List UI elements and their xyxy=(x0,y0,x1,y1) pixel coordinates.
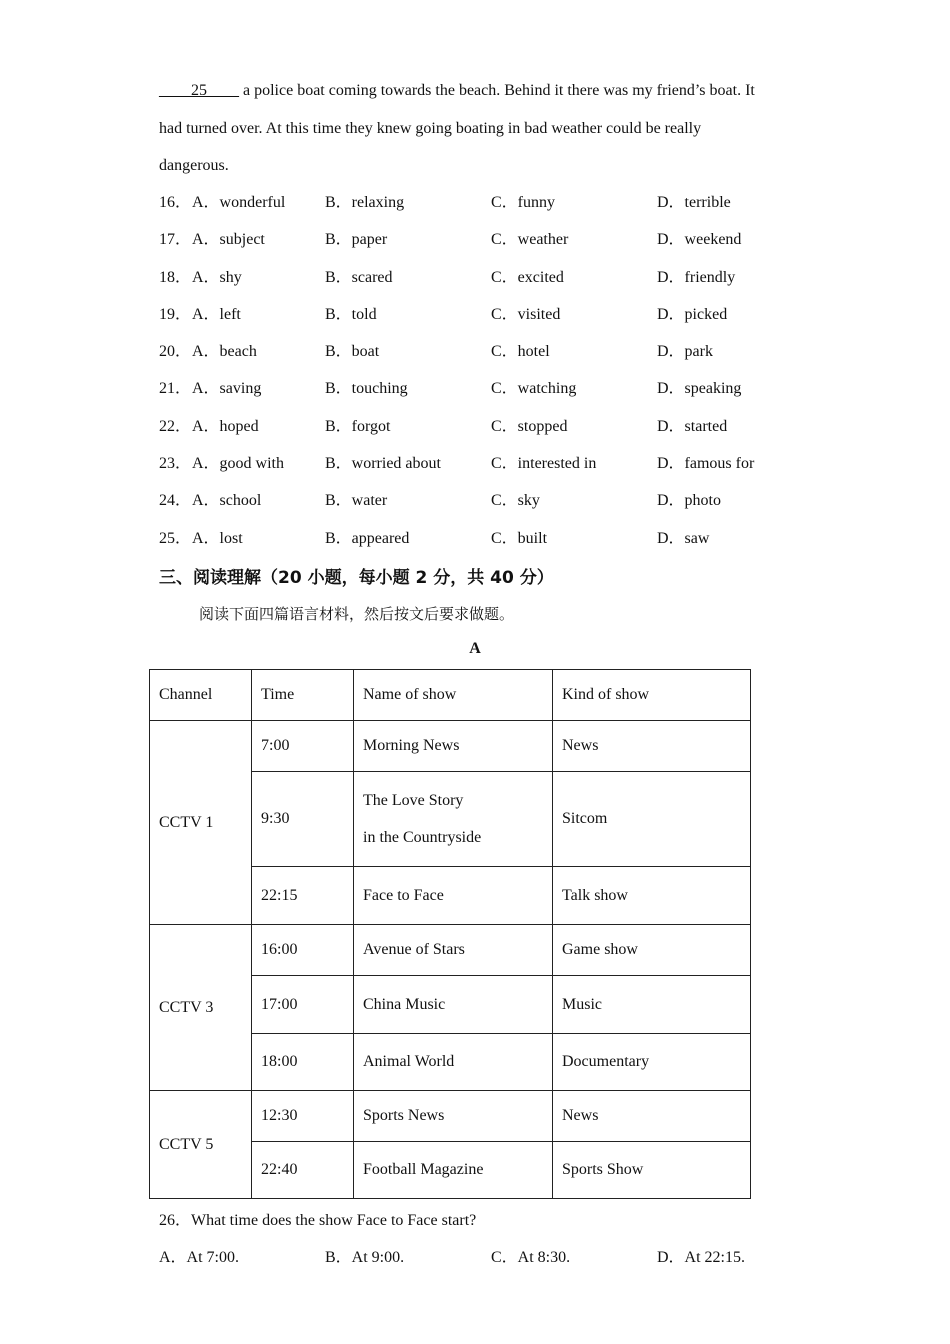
option-d: D．picked xyxy=(657,305,728,323)
option-c: C．interested in xyxy=(491,455,597,473)
question-26-options xyxy=(159,1244,799,1266)
show-name-line-2: in the Countryside xyxy=(363,829,482,846)
table-row xyxy=(150,1091,751,1142)
question-number: 20． xyxy=(159,343,192,361)
option-b: B．appeared xyxy=(325,529,410,547)
question-26-text: 26．What time does the show Face to Face start? xyxy=(159,1212,477,1229)
option-a: A．school xyxy=(192,492,262,510)
option-c: C．stopped xyxy=(491,417,568,435)
question-26-option-a: A．At 7:00. xyxy=(159,1249,240,1266)
option-a: A．good with xyxy=(192,455,285,473)
option-c: C．built xyxy=(491,529,548,547)
time-cell: 17:00 xyxy=(252,976,354,1034)
option-d: D．saw xyxy=(657,529,710,547)
show-kind-cell: Sitcom xyxy=(553,772,751,867)
option-b: B．paper xyxy=(325,231,388,249)
passage-line-1 xyxy=(159,72,799,110)
show-name-cell: Animal World xyxy=(354,1034,553,1091)
option-b: B．told xyxy=(325,305,377,323)
question-number: 25． xyxy=(159,529,192,547)
passage-label: A xyxy=(469,640,481,657)
option-d: D．park xyxy=(657,343,713,361)
question-number: 17． xyxy=(159,231,192,249)
question-number: 24． xyxy=(159,492,192,510)
question-number: 16． xyxy=(159,194,192,211)
option-d: D．weekend xyxy=(657,231,742,249)
option-b: B．worried about xyxy=(325,455,441,473)
cloze-options xyxy=(159,184,799,557)
show-name-cell: Sports News xyxy=(354,1091,553,1142)
show-kind-cell: Documentary xyxy=(553,1034,751,1091)
show-name-cell: China Music xyxy=(354,976,553,1034)
section-instructions: 阅读下面四篇语言材料，然后按文后要求做题。 xyxy=(199,605,515,623)
option-a: A．lost xyxy=(192,529,243,547)
option-row-24 xyxy=(159,482,799,519)
passage-paragraph xyxy=(159,72,799,185)
time-cell: 9:30 xyxy=(252,772,354,867)
channel-cell: CCTV 3 xyxy=(150,925,252,1091)
time-cell: 18:00 xyxy=(252,1034,354,1091)
option-a: A．saving xyxy=(192,380,262,398)
header-name: Name of show xyxy=(354,670,553,721)
option-c: C．funny xyxy=(491,194,556,211)
question-number: 21． xyxy=(159,380,192,398)
option-a: A．beach xyxy=(192,343,257,361)
option-row-17 xyxy=(159,221,799,258)
option-b: B．scared xyxy=(325,268,393,286)
option-d: D．photo xyxy=(657,492,722,510)
show-kind-cell: Music xyxy=(553,976,751,1034)
option-a: A．shy xyxy=(192,268,242,286)
option-b: B．touching xyxy=(325,380,408,398)
passage-line-2: had turned over. At this time they knew going boating in bad weather could be really xyxy=(159,119,702,137)
passage-line-3: dangerous. xyxy=(159,157,229,174)
passage-line-1-text: a police boat coming towards the beach. Behind it there was my friend’s boat. It xyxy=(239,82,755,99)
show-kind-cell: Talk show xyxy=(553,867,751,925)
tv-schedule-table xyxy=(149,669,751,1199)
time-cell: 7:00 xyxy=(252,721,354,772)
show-name-cell: Avenue of Stars xyxy=(354,925,553,976)
question-26-option-c: C．At 8:30. xyxy=(491,1249,571,1266)
time-cell: 12:30 xyxy=(252,1091,354,1142)
option-row-22 xyxy=(159,408,799,445)
channel-cell: CCTV 1 xyxy=(150,721,252,925)
option-c: C．visited xyxy=(491,305,561,323)
option-d: D．speaking xyxy=(657,380,742,398)
option-c: C．sky xyxy=(491,492,540,510)
option-c: C．weather xyxy=(491,231,569,249)
question-26-option-d: D．At 22:15. xyxy=(657,1249,746,1266)
option-row-18 xyxy=(159,259,799,296)
time-cell: 22:15 xyxy=(252,867,354,925)
option-row-20 xyxy=(159,333,799,370)
option-row-25 xyxy=(159,520,799,557)
option-row-23 xyxy=(159,445,799,482)
question-number: 18． xyxy=(159,268,192,286)
show-name-line-1: The Love Story xyxy=(363,791,464,809)
option-d: D．famous for xyxy=(657,455,755,473)
show-name-cell: Football Magazine xyxy=(354,1142,553,1199)
show-name-cell: Face to Face xyxy=(354,867,553,925)
option-b: B．water xyxy=(325,492,388,510)
question-number: 23． xyxy=(159,455,192,473)
table-header-row xyxy=(150,670,751,721)
question-number: 19． xyxy=(159,305,192,323)
option-c: C．hotel xyxy=(491,343,550,361)
option-a: A．subject xyxy=(192,231,265,249)
show-kind-cell: News xyxy=(553,721,751,772)
table-row xyxy=(150,925,751,976)
option-row-16 xyxy=(159,184,799,221)
option-d: D．friendly xyxy=(657,268,736,286)
option-a: A．wonderful xyxy=(192,194,286,211)
channel-cell: CCTV 5 xyxy=(150,1091,252,1199)
option-row-19 xyxy=(159,296,799,333)
time-cell: 22:40 xyxy=(252,1142,354,1199)
option-b: B．relaxing xyxy=(325,194,405,211)
show-kind-cell: News xyxy=(553,1091,751,1142)
show-kind-cell: Sports Show xyxy=(553,1142,751,1199)
header-kind: Kind of show xyxy=(553,670,751,721)
option-a: A．left xyxy=(192,305,241,323)
section-title: 三、阅读理解（20 小题，每小题 2 分，共 40 分） xyxy=(159,568,554,588)
option-d: D．started xyxy=(657,417,728,435)
option-b: B．forgot xyxy=(325,417,391,435)
time-cell: 16:00 xyxy=(252,925,354,976)
table-row xyxy=(150,721,751,772)
header-channel: Channel xyxy=(150,670,252,721)
option-d: D．terrible xyxy=(657,194,731,211)
option-b: B．boat xyxy=(325,343,380,361)
show-kind-cell: Game show xyxy=(553,925,751,976)
blank-25: ____25____ xyxy=(159,82,239,99)
option-c: C．watching xyxy=(491,380,577,398)
question-number: 22． xyxy=(159,417,192,435)
header-time: Time xyxy=(252,670,354,721)
option-c: C．excited xyxy=(491,268,564,286)
show-name-cell xyxy=(354,772,553,867)
show-name-cell: Morning News xyxy=(354,721,553,772)
question-26-option-b: B．At 9:00. xyxy=(325,1249,405,1266)
option-row-21 xyxy=(159,370,799,407)
option-a: A．hoped xyxy=(192,417,259,435)
